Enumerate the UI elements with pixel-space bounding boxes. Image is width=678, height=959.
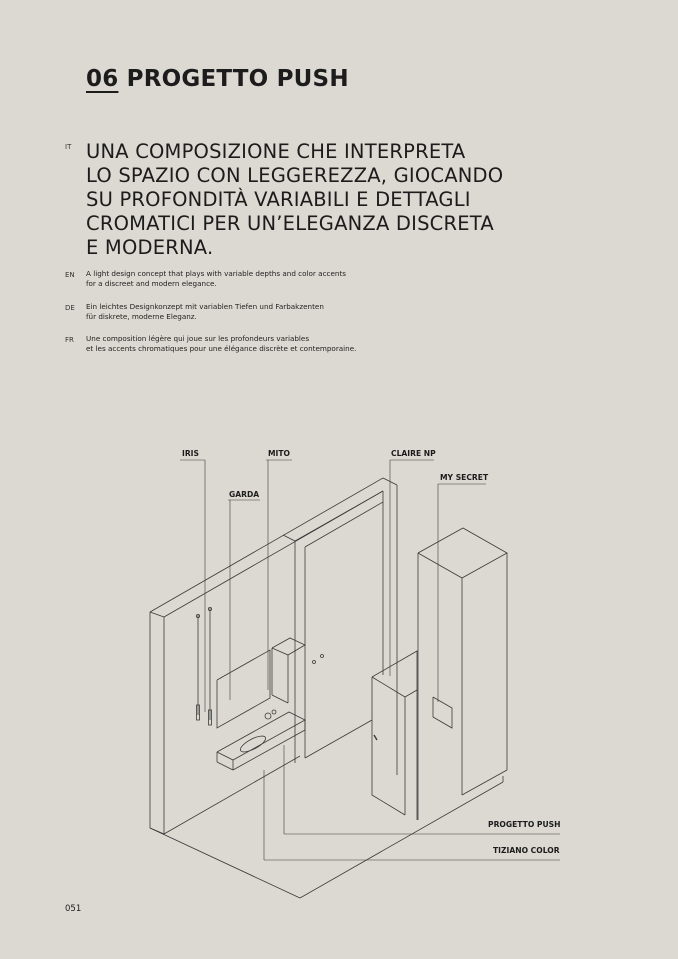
back-wall <box>150 478 397 834</box>
label-iris: IRIS <box>182 449 199 458</box>
shower-claire-np <box>372 651 417 820</box>
section-number: 06 <box>86 66 119 92</box>
label-tiziano-color: TIZIANO COLOR <box>493 846 560 855</box>
lang-code-de: DE <box>65 304 75 312</box>
label-mito: MITO <box>268 449 291 458</box>
text-line: Ein leichtes Designkonzept mit variablen Tiefen und Farbakzenten <box>86 302 324 311</box>
lang-code-fr: FR <box>65 336 74 344</box>
intro-line: E MODERNA. <box>86 236 214 259</box>
intro-line: LO SPAZIO CON LEGGEREZZA, GIOCANDO <box>86 164 504 187</box>
intro-line: UNA COMPOSIZIONE CHE INTERPRETA <box>86 140 466 163</box>
pendant-lamps-iris <box>196 607 211 725</box>
tall-cabinet-my-secret <box>418 528 507 820</box>
section-title: PROGETTO PUSH <box>126 66 349 92</box>
intro-line: SU PROFONDITÀ VARIABILI E DETTAGLI <box>86 188 471 211</box>
lang-code-it: IT <box>65 143 72 151</box>
wall-cabinet <box>272 638 305 703</box>
mirror-garda <box>217 650 270 728</box>
leader-lines <box>180 460 560 860</box>
text-line: et les accents chromatiques pour une élégance discrète et contemporaine. <box>86 344 357 353</box>
faucet-mito <box>313 655 324 664</box>
label-claire-np: CLAIRE NP <box>391 449 436 458</box>
text-line: for a discreet and modern elegance. <box>86 279 217 288</box>
partition-column <box>283 491 383 763</box>
text-line: A light design concept that plays with variable depths and color accents <box>86 269 347 278</box>
intro-line: CROMATICI PER UN’ELEGANZA DISCRETA <box>86 212 494 235</box>
label-progetto-push: PROGETTO PUSH <box>488 820 561 829</box>
text-line: Une composition légère qui joue sur les profondeurs variables <box>86 334 310 343</box>
lang-code-en: EN <box>65 271 75 279</box>
label-my-secret: MY SECRET <box>440 473 489 482</box>
label-garda: GARDA <box>229 490 260 499</box>
floor <box>150 776 503 898</box>
page-number: 051 <box>65 904 82 914</box>
text-line: für diskrete, moderne Eleganz. <box>86 312 197 321</box>
